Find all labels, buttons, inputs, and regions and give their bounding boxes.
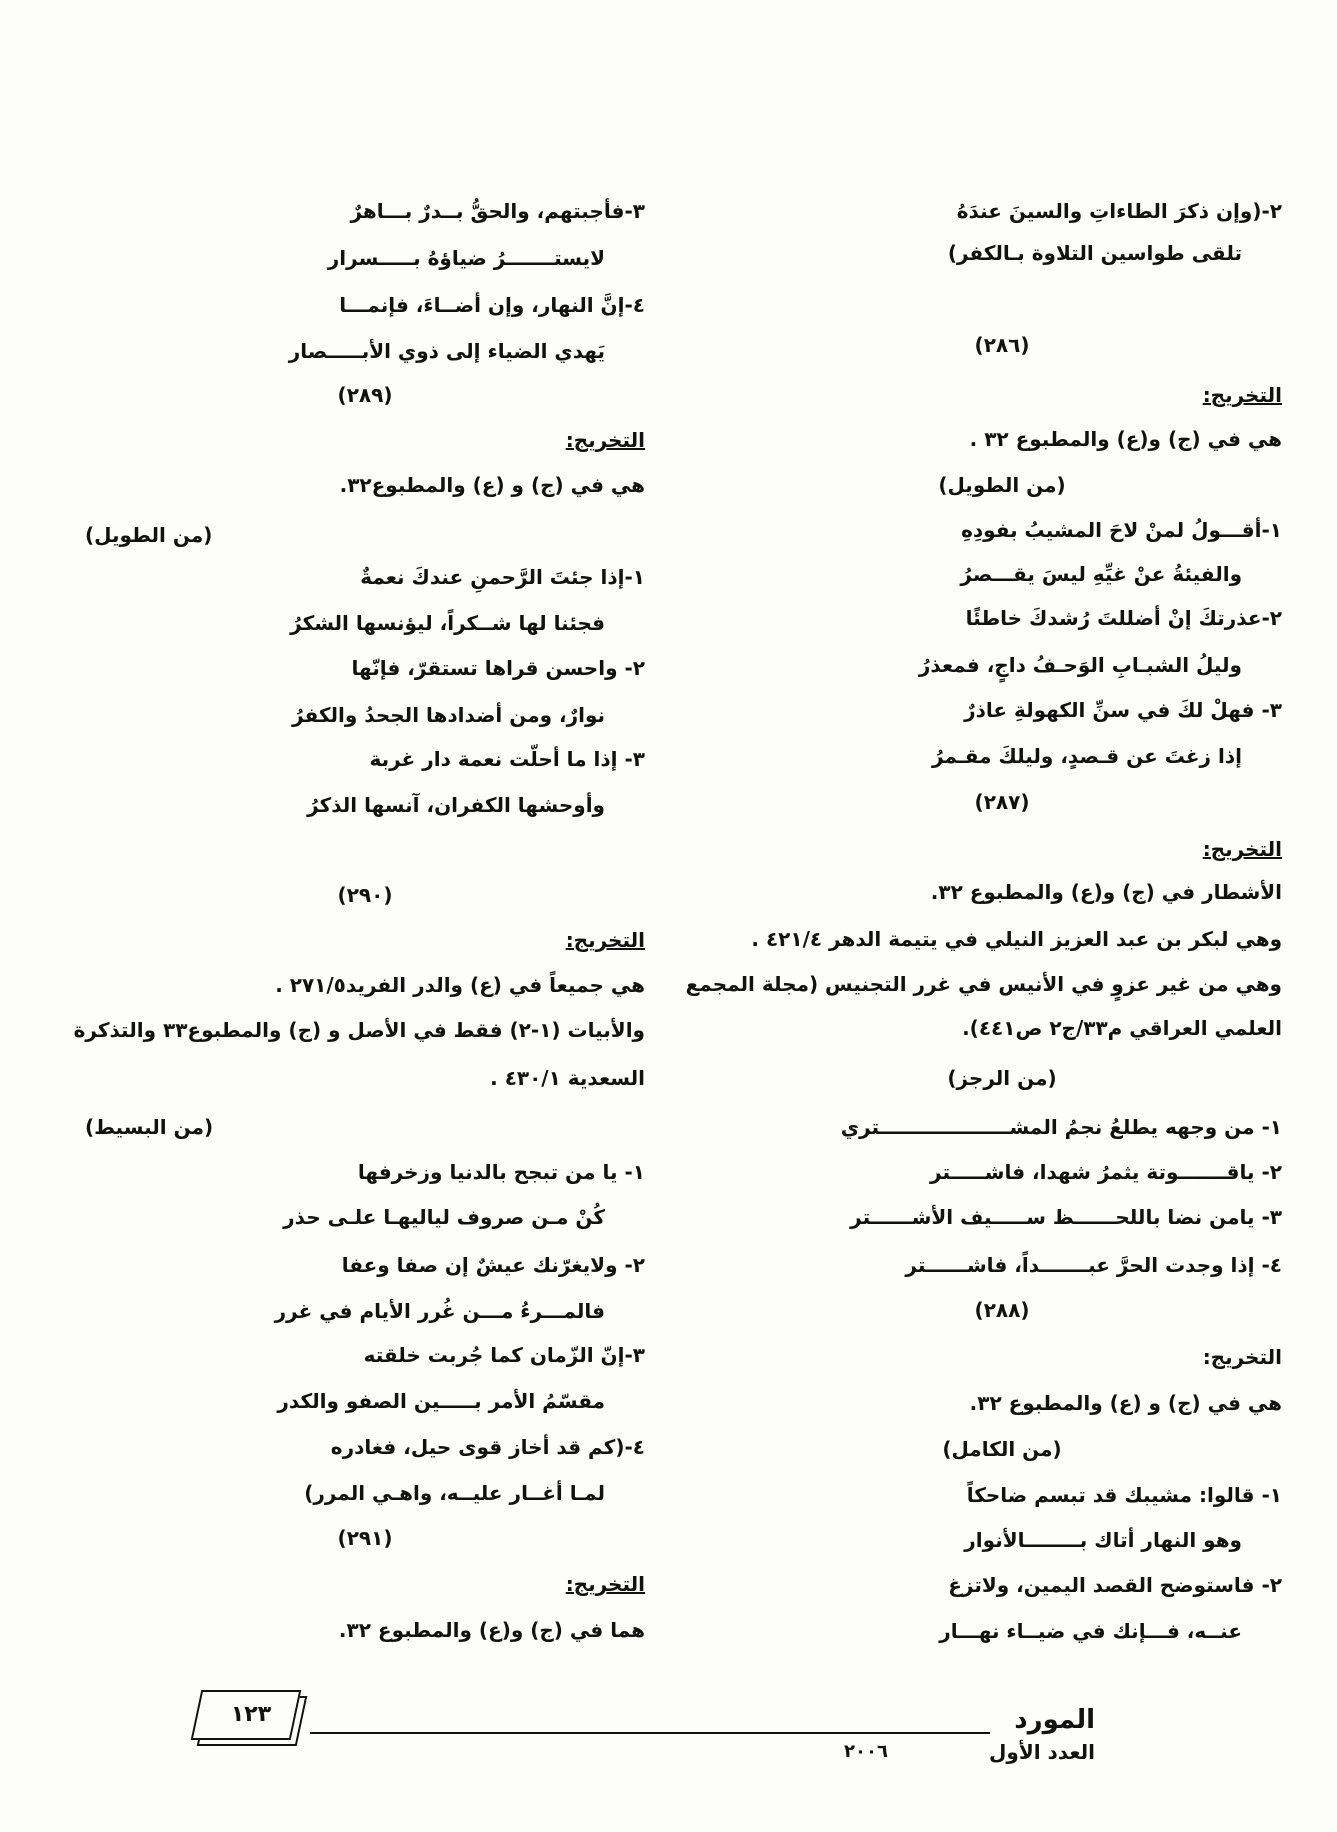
right-column-line: التخريج: — [1202, 837, 1282, 861]
issue-label: العدد الأول — [989, 1740, 1095, 1764]
footer-rule — [310, 1732, 990, 1734]
right-column-line: (٢٨٦) — [974, 333, 1030, 357]
right-column-line: عنــه، فـــإنك في ضيــاء نهـــار — [939, 1619, 1242, 1643]
right-column-line: والفيئةُ عنْ غيِّهِ ليسَ يقـــصرُ — [960, 562, 1242, 586]
left-column-line: التخريج: — [565, 428, 645, 452]
right-column-line: (من الكامل) — [942, 1437, 1062, 1461]
left-column — [73, 0, 645, 1832]
right-column-line: ٢-عذرتكَ إنْ أضللتَ رُشدكَ خاطئًا — [965, 606, 1282, 630]
right-column-line: التخريج: — [1202, 1345, 1282, 1369]
left-column-line: هي جميعاً في (ع) والدر الفريد٢٧١/٥ . — [275, 973, 645, 997]
right-column-line: إذا زغتَ عن قـصدٍ، وليلكَ مقـمرُ — [932, 744, 1242, 768]
right-column-line: تلقى طواسين التلاوة بـالكفر) — [947, 241, 1242, 265]
left-column-line: السعدية ٤٣٠/١ . — [490, 1066, 645, 1090]
left-column-line: لمـا أغــار عليــه، واهـي المرر) — [304, 1481, 605, 1505]
left-column-line: ٢- ولايغرّنك عيشٌ إن صفا وعفا — [341, 1253, 645, 1277]
page-number: ١٢٣ — [230, 1702, 272, 1727]
right-column-line: ٤- إذا وجدت الحرَّ عبـــــــداً، فاشــــــتر — [905, 1253, 1282, 1277]
left-column-line: فالمـــرءُ مـــن غُرر الأيام في غرر — [274, 1299, 605, 1323]
left-column-line: (٢٩١) — [337, 1526, 393, 1550]
left-column-line: ٢- واحسن قراها تستقرّ، فإنّها — [351, 656, 645, 680]
right-column-line: وهي لبكر بن عبد العزيز النيلي في يتيمة الدهر ٤٢١/٤ . — [751, 927, 1282, 951]
right-column-line: ١- قالوا: مشيبك قد تبسم ضاحكاً — [966, 1483, 1282, 1507]
left-column-line: (من الطويل) — [85, 523, 213, 547]
left-column-line: ٣-إنّ الزّمان كما جُربت خلقته — [363, 1343, 645, 1367]
right-column-line: وهي من غير عزوٍ في الأنيس في غرر التجنيس (مجلة المجمع — [685, 972, 1282, 996]
left-column-line: لايستـــــــرُ ضياؤهُ بـــــسرار — [327, 246, 605, 270]
right-column — [685, 0, 1282, 1832]
right-column-line: ١- من وجهه يطلعُ نجمُ المشـــــــــــــــــــتري — [840, 1115, 1282, 1139]
right-column-line: (٢٨٧) — [974, 790, 1030, 814]
right-column-line: التخريج: — [1202, 383, 1282, 407]
right-column-line: العلمي العراقي م٣٣/ج٢ ص٤٤١). — [962, 1016, 1282, 1040]
issue-year: ٢٠٠٦ — [844, 1741, 888, 1762]
left-column-line: (٢٩٠) — [337, 883, 393, 907]
journal-name: المورد — [1014, 1705, 1095, 1735]
left-column-line: وأوحشها الكفران، آنسها الذكرُ — [307, 793, 605, 817]
right-column-line: الأشطار في (ج) و(ع) والمطبوع ٣٢. — [930, 880, 1282, 904]
right-column-line: ٣- فهلْ لكَ في سنِّ الكهولةِ عاذرٌ — [964, 698, 1282, 722]
right-column-line: وهو النهار أتاك بــــــــالأنوار — [964, 1528, 1242, 1552]
left-column-line: (٢٨٩) — [337, 383, 393, 407]
right-column-line: (من الرجز) — [947, 1066, 1057, 1090]
left-column-line: كُنْ مـن صروف لياليهـا علـى حذر — [283, 1205, 605, 1229]
left-column-line: يَهدي الضياء إلى ذوي الأبـــــصار — [288, 339, 605, 363]
right-column-line: ٢- فاستوضح القصد اليمين، ولاتزغ — [948, 1573, 1282, 1597]
left-column-line: مقسّمُ الأمر بـــــين الصفو والكدر — [277, 1389, 605, 1413]
right-column-line: هي في (ج) و(ع) والمطبوع ٣٢ . — [969, 427, 1282, 451]
left-column-line: والأبيات (١-٢) فقط في الأصل و (ج) والمطبوع٣٣ والتذكرة — [73, 1018, 645, 1042]
right-column-line: ٢-(وإن ذكرَ الطاءاتِ والسينَ عندَهُ — [956, 199, 1282, 223]
left-column-line: فجئنا لها شــكراً، ليؤنسها الشكرُ — [290, 611, 605, 635]
right-column-line: ١-أقـــولُ لمنْ لاحَ المشيبُ بفودِهِ — [961, 518, 1282, 542]
right-column-line: (٢٨٨) — [974, 1298, 1030, 1322]
right-column-line: هي في (ج) و (ع) والمطبوع ٣٢. — [969, 1391, 1282, 1415]
left-column-line: ٣- إذا ما أحلّت نعمة دار غربة — [369, 747, 645, 771]
left-column-line: التخريج: — [565, 1572, 645, 1596]
left-column-line: نوارٌ، ومن أضدادها الجحدُ والكفرُ — [292, 703, 605, 727]
right-column-line: وليلُ الشبـابِ الوَحـفُ داجٍ، فمعذرُ — [918, 653, 1242, 677]
left-column-line: (من البسيط) — [85, 1115, 214, 1139]
left-column-line: ١- يا من تبجح بالدنيا وزخرفها — [357, 1160, 645, 1184]
left-column-line: ٤-إنَّ النهار، وإن أضــاءَ، فإنمـــا — [339, 293, 645, 317]
left-column-line: ٣-فأجبتهم، والحقُّ بــدرٌ بـــاهرٌ — [350, 199, 645, 223]
left-column-line: هي في (ج) و (ع) والمطبوع٣٢. — [339, 473, 645, 497]
left-column-line: التخريج: — [565, 928, 645, 952]
left-column-line: هما في (ج) و(ع) والمطبوع ٣٢. — [338, 1618, 645, 1642]
left-column-line: ١-إذا جئتَ الرَّحمنِ عندكَ نعمةٌ — [360, 565, 645, 589]
left-column-line: ٤-(كم قد أخاز قوى حيل، فغادره — [330, 1435, 645, 1459]
right-column-line: (من الطويل) — [938, 473, 1066, 497]
right-column-line: ٣- يامن نضا باللحــــــظ ســـــيف الأشــــــتر — [850, 1205, 1282, 1229]
right-column-line: ٢- ياقـــــــوتة يثمرُ شهدا، فاشـــــتر — [930, 1160, 1282, 1184]
